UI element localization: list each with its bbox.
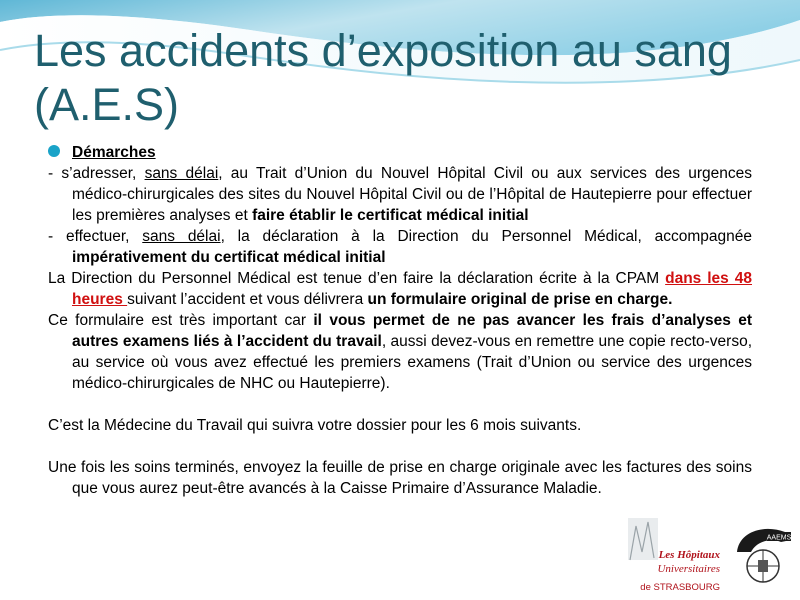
paragraph-effectuer bbox=[48, 226, 752, 268]
hopitaux-strasbourg-logo bbox=[622, 512, 724, 596]
hospital-logo-line2: Universitaires bbox=[657, 563, 720, 575]
text-segment: Ce formulaire est très important car bbox=[48, 312, 314, 329]
spacer bbox=[48, 436, 752, 457]
bullet-heading bbox=[48, 142, 752, 163]
bullet-dot-icon bbox=[48, 145, 60, 157]
paragraph-medecine: C’est la Médecine du Travail qui suivra votre dossier pour les 6 mois suivants. bbox=[48, 417, 582, 434]
paragraph-direction bbox=[48, 268, 752, 310]
hospital-logo-line1: Les Hôpitaux bbox=[658, 549, 720, 561]
text-underlined: sans délai bbox=[144, 165, 219, 182]
aaems-logo bbox=[733, 522, 793, 588]
text-segment: suivant l’accident et vous délivrera bbox=[127, 291, 368, 308]
text-bold: un formulaire original de prise en charge. bbox=[367, 291, 673, 308]
text-bold: il vous permet de ne pas avancer les frais d’analyses et autres examens liés à l’accident du travail bbox=[72, 312, 752, 350]
text-segment: - s’adresser, bbox=[48, 165, 145, 182]
paragraph-soins: Une fois les soins terminés, envoyez la feuille de prise en charge originale avec les factures des soins que vous aurez peut-être avancés à la Caisse Primaire d’Assurance Maladie. bbox=[48, 459, 752, 497]
text-segment: , aussi devez-vous en remettre une copie recto-verso, au service où vous avez effectué les premiers examens (Trait d’Union ou service des urgences médico-chirurgicales de NHC ou Hautepierre). bbox=[72, 333, 753, 392]
text-segment: , la déclaration à la Direction du Personnel Médical, accompagnée bbox=[220, 228, 752, 245]
text-red-underlined: dans les 48 heures bbox=[72, 270, 752, 308]
heading-demarches: Démarches bbox=[72, 144, 156, 161]
slide-body bbox=[48, 142, 752, 499]
paragraph-formulaire bbox=[48, 310, 752, 394]
paragraph-sadresser bbox=[48, 163, 752, 226]
text-bold: impérativement du certificat médical initial bbox=[72, 249, 386, 266]
text-segment: , au Trait d’Union du Nouvel Hôpital Civil ou aux services des urgences médico-chirurgicales des sites du Nouvel Hôpital Civil ou de l’Hôpital de Hautepierre pour effectuer les premières analyses et bbox=[72, 165, 753, 224]
text-segment: La Direction du Personnel Médical est tenue d’en faire la déclaration écrite à la CPAM bbox=[48, 270, 666, 287]
text-segment: - effectuer, bbox=[48, 228, 143, 245]
spacer bbox=[48, 394, 752, 415]
text-underlined: sans délai bbox=[142, 228, 221, 245]
text-bold: faire établir le certificat médical initial bbox=[252, 207, 529, 224]
slide-title: Les accidents d’exposition au sang (A.E.S) bbox=[34, 25, 732, 130]
hospital-logo-line3: de STRASBOURG bbox=[640, 582, 720, 593]
aaems-logo-text: AAEMS bbox=[766, 534, 792, 542]
